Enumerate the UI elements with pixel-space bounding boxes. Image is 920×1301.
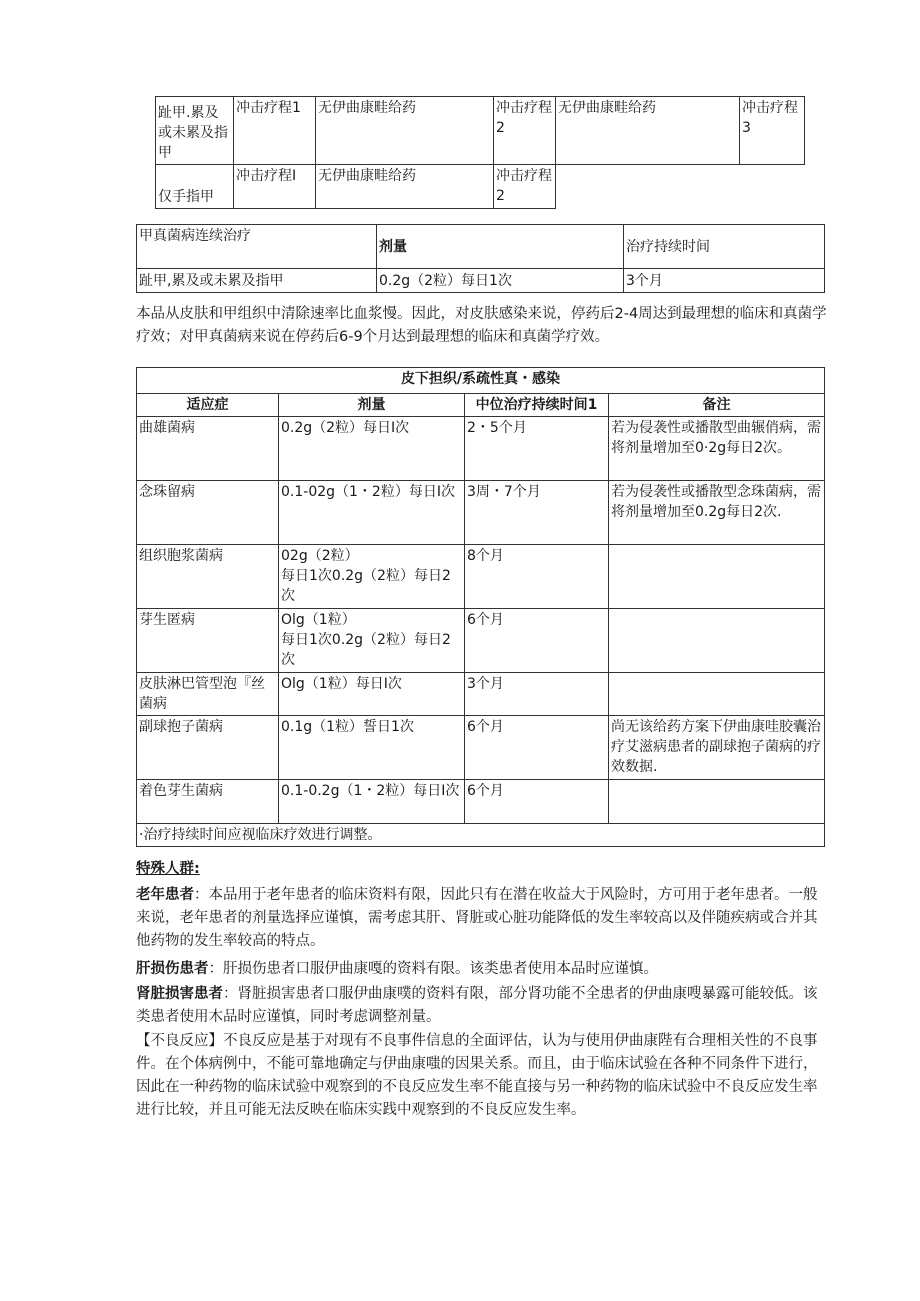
note-cell [609, 545, 825, 609]
table-footnote: ·治疗持续时间应视临床疗效进行调整。 [137, 824, 825, 847]
note-cell [609, 673, 825, 716]
duration-cell: 3个月 [465, 673, 609, 716]
header-duration: 中位治疗持续时间1 [465, 394, 609, 417]
indication-cell: 着色芽生菌病 [137, 780, 279, 824]
table-header-row [137, 394, 825, 417]
liver-paragraph [136, 958, 828, 981]
dose-cell: 0.1-0.2g（1・2粒）每日I次 [279, 780, 465, 824]
note-cell: 若为侵袭性或播散型念珠菌病，需将剂量增加至0.2g每日2次. [609, 481, 825, 545]
table-header-row [137, 225, 825, 269]
interval-cell: 无伊曲康畦给药 [556, 97, 740, 165]
table-row [137, 417, 825, 481]
header-cell: 剂量 [377, 225, 624, 269]
table-cell: 3个月 [624, 269, 825, 293]
kidney-label: 肾脏损害患者 [136, 986, 223, 1002]
note-cell [609, 609, 825, 673]
table-title-row [137, 368, 825, 394]
systemic-infection-table [136, 367, 825, 847]
duration-cell: 2・5个月 [465, 417, 609, 481]
table-row [137, 716, 825, 780]
pulse-cell: 冲击疗程1 [234, 97, 316, 165]
duration-cell: 3周・7个月 [465, 481, 609, 545]
pulse-cell: 冲击疗程I [234, 165, 316, 209]
table-row [137, 673, 825, 716]
interval-cell: 无伊曲康畦给药 [316, 165, 494, 209]
interval-cell: 无伊曲康畦给药 [316, 97, 494, 165]
elderly-label: 老年患者 [136, 887, 194, 903]
pulse-cell: 冲击疗程2 [494, 165, 556, 209]
header-dose: 剂量 [279, 394, 465, 417]
note-cell: 若为侵袭性或播散型曲辗俏病，需将剂量增加至0·2g每日2次。 [609, 417, 825, 481]
special-heading-text: 特殊人群: [136, 861, 200, 877]
pulse-cell: 冲击疗程2 [494, 97, 556, 165]
table-row [137, 545, 825, 609]
dose-cell: Olg（1粒） 每日1次0.2g（2粒）每日2次 [279, 609, 465, 673]
pulse-therapy-table [155, 96, 805, 209]
empty-cell [556, 165, 740, 209]
table-cell: 趾甲,累及或未累及指甲 [137, 269, 377, 293]
table-cell: 0.2g（2粒）每日1次 [377, 269, 624, 293]
table-row [137, 780, 825, 824]
site-cell: 趾甲.累及或未累及指甲 [156, 97, 234, 165]
empty-cell [740, 165, 805, 209]
table-row [137, 269, 825, 293]
note-cell [609, 780, 825, 824]
header-notes: 备注 [609, 394, 825, 417]
special-population-heading [136, 858, 828, 881]
kidney-text: ：肾脏损害患者口服伊曲康噗的资料有限，部分肾功能不全患者的伊曲康嗖暴露可能较低。该类患者使用木品时应谨慎，同时考虑调整剂量。 [136, 986, 818, 1025]
note-cell: 尚无该给药方案下伊曲康哇胶囊治疗艾滋病患者的副球抱子菌病的疗效数据. [609, 716, 825, 780]
dose-cell: 0.1g（1粒）誓日1次 [279, 716, 465, 780]
table-title: 皮下担织/系疏性真・感染 [137, 368, 825, 394]
table-footnote-row [137, 824, 825, 847]
indication-cell: 副球抱子菌病 [137, 716, 279, 780]
table-row [156, 165, 805, 209]
indication-cell: 念珠留病 [137, 481, 279, 545]
dose-cell: 0.2g（2粒）每日I次 [279, 417, 465, 481]
duration-cell: 6个月 [465, 780, 609, 824]
dose-cell: 02g（2粒） 每日1次0.2g（2粒）每日2次 [279, 545, 465, 609]
table-row [137, 609, 825, 673]
kidney-paragraph [136, 983, 828, 1029]
site-cell: 仅手指甲 [156, 165, 234, 209]
dose-cell: 0.1-02g（1・2粒）每日I次 [279, 481, 465, 545]
duration-cell: 6个月 [465, 609, 609, 673]
dose-cell: Olg（1粒）每日I次 [279, 673, 465, 716]
duration-cell: 6个月 [465, 716, 609, 780]
indication-cell: 芽生匿病 [137, 609, 279, 673]
clearance-paragraph: 本品从皮肤和甲组织中清除速率比血浆慢。因此，对皮肤感染来说，停药后2-4周达到最理想的临床和真菌学疗效；对甲真菌病来说在停药后6-9个月达到最理想的临床和真菌学疗效。 [136, 306, 827, 345]
header-cell: 甲真菌病连续治疗 [137, 225, 377, 269]
indication-cell: 皮肤淋巴管型泡『丝菌病 [137, 673, 279, 716]
elderly-text: ：本品用于老年患者的临床资料有限，因此只有在潜在收益大于风险时，方可用于老年患者。一般来说，老年患者的剂量选择应谨慎，需考虑其肝、肾脏或心脏功能降低的发生率较高以及伴随疾病或合并其他药物的发生率较高的特点。 [136, 887, 818, 949]
indication-cell: 曲雄菌病 [137, 417, 279, 481]
elderly-paragraph [136, 884, 828, 953]
table-row [137, 481, 825, 545]
header-cell: 治疗持续时间 [624, 225, 825, 269]
liver-label: 肝损伤患者 [136, 961, 209, 977]
adverse-reactions-paragraph: 【不良反应】不良反应是基于对现有不良事件信息的全面评估，认为与使用伊曲康陛有合理相关性的不良事件。在个体病例中，不能可靠地确定与伊曲康嗤的因果关系。而且，由于临床试验在各种不同条件下进行，因此在一种药物的临床试验中观察到的不良反应发生率不能直接与另一种药物的临床试验中不良反应发生率进行比较，并且可能无法反映在临床实践中观察到的不良反应发生率。 [136, 1033, 818, 1118]
header-indication: 适应症 [137, 394, 279, 417]
pulse-cell: 冲击疗程3 [740, 97, 805, 165]
continuous-therapy-table [136, 224, 825, 293]
table-row [156, 97, 805, 165]
liver-text: ：肝损伤患者口服伊曲康嘎的资料有限。该类患者使用本品时应谨慎。 [208, 961, 658, 977]
duration-cell: 8个月 [465, 545, 609, 609]
indication-cell: 组织胞浆菌病 [137, 545, 279, 609]
